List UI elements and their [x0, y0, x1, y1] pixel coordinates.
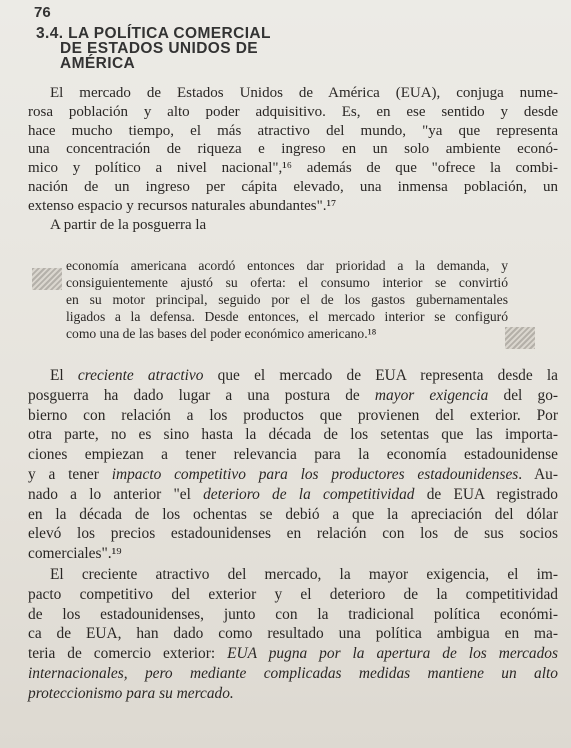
text-line — [28, 684, 558, 704]
text-line — [28, 644, 558, 664]
scan-smudge — [505, 327, 535, 349]
quote-line: en su motor principal, seguido por el de los gastos gubernamentales — [66, 292, 508, 307]
italic-text: EUA pugna por la apertura de los mercados — [227, 645, 558, 663]
text-line — [28, 366, 558, 386]
italic-text: creciente atractivo — [77, 367, 204, 384]
text-run: de EUA registrado — [414, 485, 559, 503]
quote-line: ligados a la defensa. Desde entonces, el mercado interior se configuró — [66, 309, 508, 324]
page-number: 76 — [34, 4, 51, 21]
text-line: extenso espacio y recursos naturales abundantes".¹⁷ — [28, 197, 337, 214]
text-line: rosa población y alto poder adquisitivo. Es, en ese sentido y desde — [28, 103, 558, 120]
text-line — [28, 524, 558, 544]
text-run: y a tener — [28, 465, 112, 483]
heading-line: DE ESTADOS UNIDOS DE — [60, 40, 259, 57]
text-run: del go- — [488, 386, 559, 404]
section-heading — [36, 26, 356, 71]
text-line: nación de un ingreso per cápita elevado, una inmensa población, un — [28, 178, 558, 195]
scan-smudge — [32, 268, 62, 290]
text-run: . Au- — [518, 465, 559, 483]
text-line — [28, 425, 558, 445]
text-line — [28, 465, 558, 485]
text-run: que el mercado de EUA representa desde la — [203, 367, 559, 384]
text-run: de los estadounidenses, junto con la tradicional política económi- — [28, 605, 558, 623]
text-run: comerciales".¹⁹ — [28, 545, 122, 563]
text-line — [28, 505, 558, 525]
heading-line: 3.4. LA POLÍTICA COMERCIAL — [36, 25, 271, 42]
text-line: hace mucho tiempo, el más atractivo del mundo, "ya que representa — [28, 122, 558, 139]
italic-text: deterioro de la competitividad — [203, 485, 415, 503]
quote-line: consiguientemente ajustó su oferta: el consumo interior se convirtió — [66, 275, 508, 290]
text-line — [28, 485, 558, 505]
italic-text: mayor exigencia — [374, 386, 489, 404]
text-run: bierno con relación a los productos que provienen del exterior. Por — [28, 406, 558, 424]
text-line: A partir de la posguerra la — [50, 216, 207, 233]
italic-text: proteccionismo para su mercado. — [28, 684, 234, 702]
quote-line: como una de las bases del poder económico americano.¹⁸ — [66, 326, 377, 341]
italic-text: impacto competitivo para los productores estadounidenses — [111, 465, 519, 483]
text-run: en la década de los ochentas se debió a que la apreciación del dólar — [28, 505, 558, 523]
text-line — [28, 565, 558, 585]
italic-text: internacionales, pero mediante complicadas medidas mantiene un alto — [28, 664, 558, 682]
paragraph-2 — [28, 366, 558, 564]
text-line — [28, 624, 558, 644]
paragraph-3 — [28, 565, 558, 704]
text-run: teria de comercio exterior: — [28, 645, 228, 663]
quote-line: economía americana acordó entonces dar prioridad a la demanda, y — [66, 258, 508, 273]
text-run: ca de EUA, han dado como resultado una política ambigua en ma- — [28, 625, 558, 643]
text-run: elevó los precios estadounidenses en relación con los de sus socios — [28, 525, 558, 543]
text-line — [28, 605, 558, 625]
text-run: El creciente atractivo del mercado, la mayor exigencia, el im- — [50, 566, 558, 583]
text-run: otra parte, no es sino hasta la década de los setentas que las importa- — [28, 426, 558, 444]
block-quote — [66, 257, 508, 342]
text-line — [28, 445, 558, 465]
paragraph-1 — [28, 84, 558, 234]
text-line — [28, 664, 558, 684]
text-run: nado a lo anterior "el — [28, 485, 204, 503]
text-line: una concentración de riqueza e ingreso en un solo ambiente econó- — [28, 141, 558, 158]
heading-line: AMÉRICA — [60, 55, 136, 72]
text-run: pacto competitivo del exterior y el deterioro de la competitividad — [28, 585, 558, 603]
text-run: posguerra ha dado lugar a una postura de — [28, 386, 375, 404]
text-line: El mercado de Estados Unidos de América (EUA), conjuga nume- — [50, 85, 558, 101]
text-line — [28, 406, 558, 426]
text-line — [28, 386, 558, 406]
text-line — [28, 544, 558, 564]
text-run: ciones empiezan a tener relevancia para la economía estadounidense — [28, 446, 558, 464]
text-line — [28, 585, 558, 605]
text-run: El — [50, 367, 78, 384]
text-line: mico y político a nivel nacional",¹⁶ además de que "ofrece la combi- — [28, 160, 558, 177]
